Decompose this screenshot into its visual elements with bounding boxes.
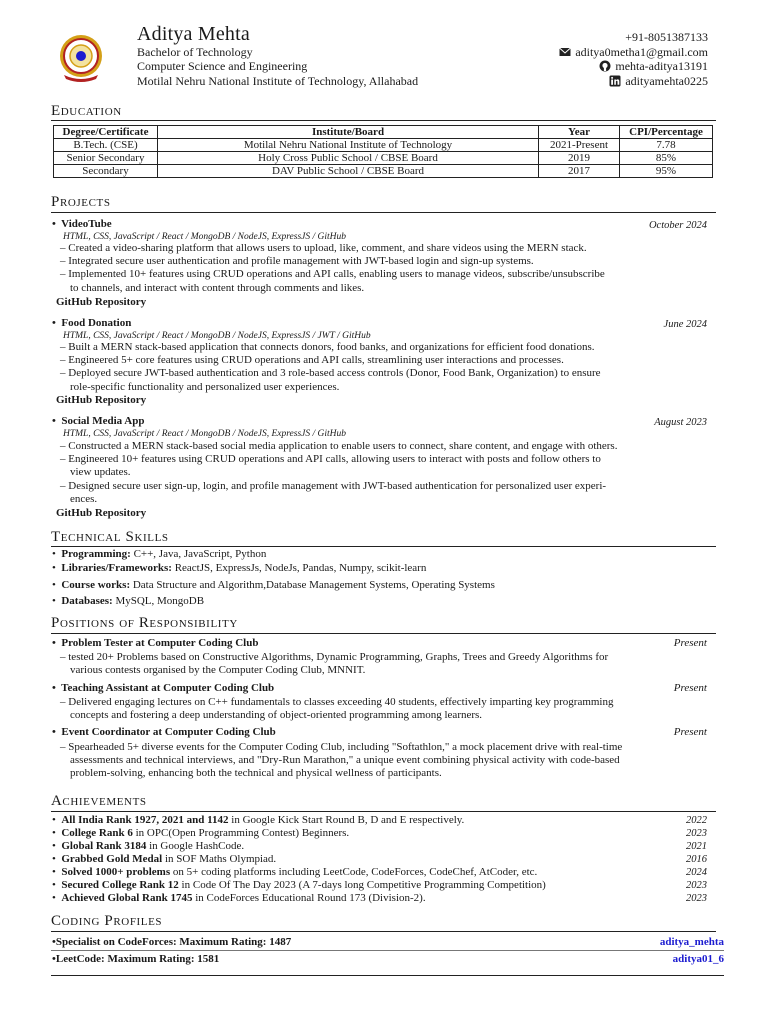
linkedin-icon <box>609 75 621 87</box>
education-header-row <box>54 126 713 139</box>
codeforces-handle-link[interactable]: aditya_mehta <box>659 936 724 948</box>
achievement-year: 2022 <box>686 815 707 826</box>
project-tech: HTML, CSS, JavaScript / React / MongoDB / NodeJS, ExpressJS / GitHub <box>63 429 347 439</box>
position-role: • Problem Tester at Computer Coding Club <box>52 637 259 649</box>
education-table <box>53 125 713 178</box>
position-line: various contests organised by the Computer Coding Club, MNNIT. <box>70 664 366 676</box>
achievements-rule <box>51 811 716 812</box>
cell: 2019 <box>539 152 620 165</box>
project-social-media: • Social Media App <box>52 415 145 427</box>
phone-number: +91-8051387133 <box>625 30 708 44</box>
position-date: Present <box>673 682 707 694</box>
position-role: • Teaching Assistant at Computer Coding Club <box>52 682 275 694</box>
achievement-year: 2021 <box>686 841 707 852</box>
position-date: Present <box>673 637 707 649</box>
cell: DAV Public School / CBSE Board <box>158 165 539 178</box>
branch: Computer Science and Engineering <box>137 59 308 73</box>
project-line: – Engineered 10+ features using CRUD operations and API calls, allowing users to interact with posts and follow others to <box>60 453 601 465</box>
achievement-year: 2024 <box>686 867 707 878</box>
skill-label: Course works: <box>61 579 131 591</box>
cell: Senior Secondary <box>54 152 158 165</box>
achievement-highlight: Solved 1000+ problems <box>61 866 171 878</box>
cell: Holy Cross Public School / CBSE Board <box>158 152 539 165</box>
skill-label: Programming: <box>61 548 131 560</box>
achievement-text: in Google Kick Start Round B, D and E respectively. <box>228 814 465 826</box>
skill-label: Databases: <box>61 595 113 607</box>
linkedin-text: adityamehta0225 <box>625 74 708 88</box>
project-line: – Engineered 5+ core features using CRUD operations and API calls, streamlining user interactions and processes. <box>60 354 564 366</box>
achievement-highlight: All India Rank 1927, 2021 and 1142 <box>61 814 229 826</box>
achievement-text: on 5+ coding platforms including LeetCode, CodeForces, CodeChef, AtCoder, etc. <box>170 866 538 878</box>
education-rule <box>51 120 716 121</box>
achievement-text: in CodeForces Educational Round 173 (Division-2). <box>192 892 426 904</box>
achievement-text: in SOF Maths Olympiad. <box>162 853 277 865</box>
achievement-year: 2016 <box>686 854 707 865</box>
positions-rule <box>51 633 716 634</box>
position-line: problem-solving, enhancing both the technical and physical wellness of participants. <box>70 767 442 779</box>
position-role: • Event Coordinator at Computer Coding Club <box>52 726 276 738</box>
profiles-divider <box>51 950 724 951</box>
skills-rule <box>51 546 716 547</box>
project-line: – Implemented 10+ features using CRUD operations and API calls, enabling users to manage videos, subscribe/unsubscribe <box>60 268 605 280</box>
profiles-bottom-rule <box>51 975 724 976</box>
position-date: Present <box>673 726 707 738</box>
col-year: Year <box>539 126 620 139</box>
project-tech: HTML, CSS, JavaScript / React / MongoDB / NodeJS, ExpressJS / GitHub <box>63 232 347 242</box>
skill-item: • Databases: MySQL, MongoDB <box>52 595 205 607</box>
project-date: June 2024 <box>663 319 707 330</box>
education-title: Education <box>51 103 122 119</box>
skill-item: • Course works: Data Structure and Algorithm,Database Management Systems, Operating Systems <box>52 579 495 591</box>
candidate-name: Aditya Mehta <box>137 23 250 45</box>
project-videotube: • VideoTube <box>52 218 112 230</box>
skill-item: • Programming: C++, Java, JavaScript, Python <box>52 548 267 560</box>
phone[interactable] <box>625 30 708 44</box>
cell: 7.78 <box>620 139 713 152</box>
profiles-title: Coding Profiles <box>51 913 163 929</box>
role-title: Event Coordinator at Computer Coding Club <box>61 726 276 738</box>
table-row <box>54 165 713 178</box>
achievement-text: in OPC(Open Programming Contest) Beginners. <box>132 827 350 839</box>
achievement-item: • Solved 1000+ problems on 5+ coding platforms including LeetCode, CodeForces, CodeChef, AtCoder, etc. <box>52 866 538 878</box>
github-icon <box>599 60 611 72</box>
skill-value: C++, Java, JavaScript, Python <box>133 548 267 560</box>
project-date: August 2023 <box>654 417 707 428</box>
project-line: ences. <box>70 493 98 505</box>
position-line: – Delivered engaging lectures on C++ fundamentals to classes exceeding 40 students, effectively imparting key programming <box>60 696 614 708</box>
achievement-text: in Google HashCode. <box>146 840 245 852</box>
col-institute: Institute/Board <box>158 126 539 139</box>
github-link[interactable] <box>599 59 708 73</box>
project-line: – Deployed secure JWT-based authentication and 3 role-based access controls (Donor, Food Bank, Organization) to ensure <box>60 367 601 379</box>
role-title: Problem Tester at Computer Coding Club <box>61 637 259 649</box>
project-line: – Designed secure user sign-up, login, and profile management with JWT-based authentication for personalized user experi- <box>60 480 607 492</box>
table-row <box>54 139 713 152</box>
project-line: view updates. <box>70 466 131 478</box>
achievement-item: • Secured College Rank 12 in Code Of The Day 2023 (A 7-days long Competitive Programming Competition) <box>52 879 546 891</box>
project-date: October 2024 <box>648 220 707 231</box>
cell: Secondary <box>54 165 158 178</box>
project-line: role-specific functionality and personalized user experiences. <box>70 381 340 393</box>
achievement-item: • Global Rank 3184 in Google HashCode. <box>52 840 245 852</box>
achievement-item: • All India Rank 1927, 2021 and 1142 in Google Kick Start Round B, D and E respectively. <box>52 814 465 826</box>
cell: Motilal Nehru National Institute of Technology <box>158 139 539 152</box>
profiles-rule <box>51 931 716 932</box>
github-repo-link[interactable]: GitHub Repository <box>56 507 147 519</box>
project-name: Social Media App <box>61 415 145 427</box>
achievement-highlight: College Rank 6 <box>61 827 133 839</box>
skill-value: MySQL, MongoDB <box>115 595 205 607</box>
skill-label: Libraries/Frameworks: <box>61 562 172 574</box>
cell: 2021-Present <box>539 139 620 152</box>
achievements-title: Achievements <box>51 793 147 809</box>
project-name: VideoTube <box>61 218 112 230</box>
project-line: – Integrated secure user authentication and profile management with JWT-based login and sign-up systems. <box>60 255 534 267</box>
achievement-year: 2023 <box>686 828 707 839</box>
institute: Motilal Nehru National Institute of Technology, Allahabad <box>137 74 419 88</box>
profile-codeforces: •Specialist on CodeForces: Maximum Rating: 1487 <box>52 936 292 948</box>
achievement-item: • College Rank 6 in OPC(Open Programming Contest) Beginners. <box>52 827 350 839</box>
achievement-highlight: Achieved Global Rank 1745 <box>61 892 193 904</box>
project-tech: HTML, CSS, JavaScript / React / MongoDB / NodeJS, ExpressJS / JWT / GitHub <box>63 331 371 341</box>
cell: 85% <box>620 152 713 165</box>
project-food-donation: • Food Donation <box>52 317 132 329</box>
email-text: aditya0metha1@gmail.com <box>575 45 708 59</box>
institute-logo <box>58 33 104 83</box>
skill-item: • Libraries/Frameworks: ReactJS, ExpressJs, NodeJs, Pandas, Numpy, scikit-learn <box>52 562 427 574</box>
achievement-item: • Grabbed Gold Medal in SOF Maths Olympiad. <box>52 853 277 865</box>
project-line: – Built a MERN stack-based application that connects donors, food banks, and organizations for efficient food donations. <box>60 341 595 353</box>
github-repo-link[interactable]: GitHub Repository <box>56 394 147 406</box>
project-line: to channels, and interact with content through comments and likes. <box>70 282 365 294</box>
cell: B.Tech. (CSE) <box>54 139 158 152</box>
achievement-highlight: Secured College Rank 12 <box>61 879 179 891</box>
achievement-item: • Achieved Global Rank 1745 in CodeForces Educational Round 173 (Division-2). <box>52 892 426 904</box>
envelope-icon <box>559 46 571 58</box>
positions-title: Positions of Responsibility <box>51 615 238 631</box>
table-row <box>54 152 713 165</box>
profile-leetcode: •LeetCode: Maximum Rating: 1581 <box>52 953 220 965</box>
project-name: Food Donation <box>61 317 132 329</box>
cell: 95% <box>620 165 713 178</box>
position-line: assessments and technical interviews, and "Dry-Run Marathon," a unique event combining physical activity with code-based <box>70 754 620 766</box>
col-cpi: CPI/Percentage <box>620 126 713 139</box>
skills-title: Technical Skills <box>51 529 169 545</box>
project-line: – Constructed a MERN stack-based social media application to enable users to connect, share content, and engage with others. <box>60 440 618 452</box>
achievement-year: 2023 <box>686 893 707 904</box>
achievement-text: in Code Of The Day 2023 (A 7-days long Competitive Programming Competition) <box>178 879 546 891</box>
role-title: Teaching Assistant at Computer Coding Club <box>61 682 275 694</box>
position-line: concepts and fostering a deep understanding of object-oriented programming among learners. <box>70 709 483 721</box>
position-line: – tested 20+ Problems based on Constructive Algorithms, Dynamic Programming, Graphs, Trees and Greedy Algorithms for <box>60 651 609 663</box>
projects-rule <box>51 212 716 213</box>
projects-title: Projects <box>51 194 111 210</box>
leetcode-handle-link[interactable]: aditya01_6 <box>672 953 724 965</box>
col-degree: Degree/Certificate <box>54 126 158 139</box>
position-line: – Spearheaded 5+ diverse events for the Computer Coding Club, including "Softathlon," a mock placement drive with real-time <box>60 741 623 753</box>
cell: 2017 <box>539 165 620 178</box>
achievement-year: 2023 <box>686 880 707 891</box>
github-repo-link[interactable]: GitHub Repository <box>56 296 147 308</box>
project-line: – Created a video-sharing platform that allows users to upload, like, comment, and share videos using the MERN stack. <box>60 242 587 254</box>
achievement-highlight: Global Rank 3184 <box>61 840 147 852</box>
achievement-highlight: Grabbed Gold Medal <box>61 853 163 865</box>
skill-value: Data Structure and Algorithm,Database Management Systems, Operating Systems <box>132 579 495 591</box>
github-text: mehta-aditya13191 <box>615 59 708 73</box>
linkedin-link[interactable] <box>609 74 708 88</box>
degree: Bachelor of Technology <box>137 45 253 59</box>
email-link[interactable] <box>559 45 708 59</box>
skill-value: ReactJS, ExpressJs, NodeJs, Pandas, Numpy, scikit-learn <box>174 562 427 574</box>
